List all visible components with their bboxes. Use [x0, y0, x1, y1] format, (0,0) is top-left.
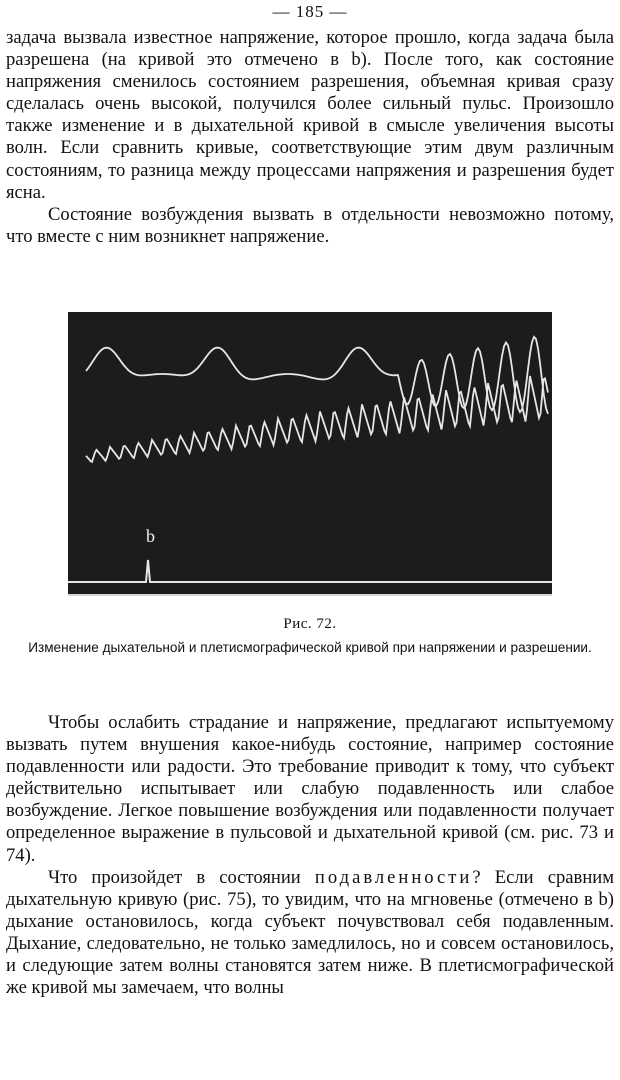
paragraph-start: Что произойдет в состоянии — [48, 866, 301, 888]
figure-caption-label: Рис. 72. — [283, 616, 337, 632]
figure-caption-text: Изменение дыхательной и плетисмографической кривой при напряжении и разрешении. — [28, 640, 592, 655]
marker-label: b — [146, 526, 155, 546]
figure-background — [68, 312, 552, 594]
top-text-block — [6, 27, 614, 248]
curves-plot — [68, 312, 552, 594]
figure-curves — [68, 312, 552, 596]
paragraph: Чтобы ослабить страдание и напряжение, предлагают испытуемому вызвать путем внушения какое-нибудь состояние, например состояние подавленности или радости. Это требование приводит к тому, что субъект действительно испытывает или слабую подавленность или слабое возбуждение. Легкое повышение возбуждения или подавленности получает определенное выражение в пульсовой и дыхательной кривой (см. рис. 73 и 74). — [6, 712, 614, 866]
paragraph-end: ? Если сравним дыхательную кривую (рис. 75), то увидим, что на мгновенье (отмечено в b) дыхание остановилось, когда субъект почувствовал себя подавленным. Дыхание, следовательно, не только замедлилось, но и совсем остановилось, и следующие затем волны становятся затем ниже. В плетисмографической же кривой мы замечаем, что волны — [6, 866, 615, 999]
paragraph: Состояние возбуждения вызвать в отдельности невозможно потому, что вместе с ним возникнет напряжение. — [6, 203, 614, 247]
paragraph — [6, 867, 614, 1000]
paragraph: задача вызвала известное напряжение, которое прошло, когда задача была разрешена (на кривой это отмечено в b). После того, как состояние напряжения сменилось состоянием разрешения, объемная кривая сразу сделалась очень высокой, получился более сильный пульс. Произошло также изменение и в дыхательной кривой в смысле увеличения высоты волн. Если сравнить кривые, соответствующие этим двум различным состояниям, то разница между процессами напряжения и разрешения будет ясна. — [6, 27, 614, 203]
page-number: — 185 — — [272, 2, 348, 21]
spaced-emphasis: подавленности — [314, 866, 473, 888]
bottom-text-block — [6, 712, 614, 999]
